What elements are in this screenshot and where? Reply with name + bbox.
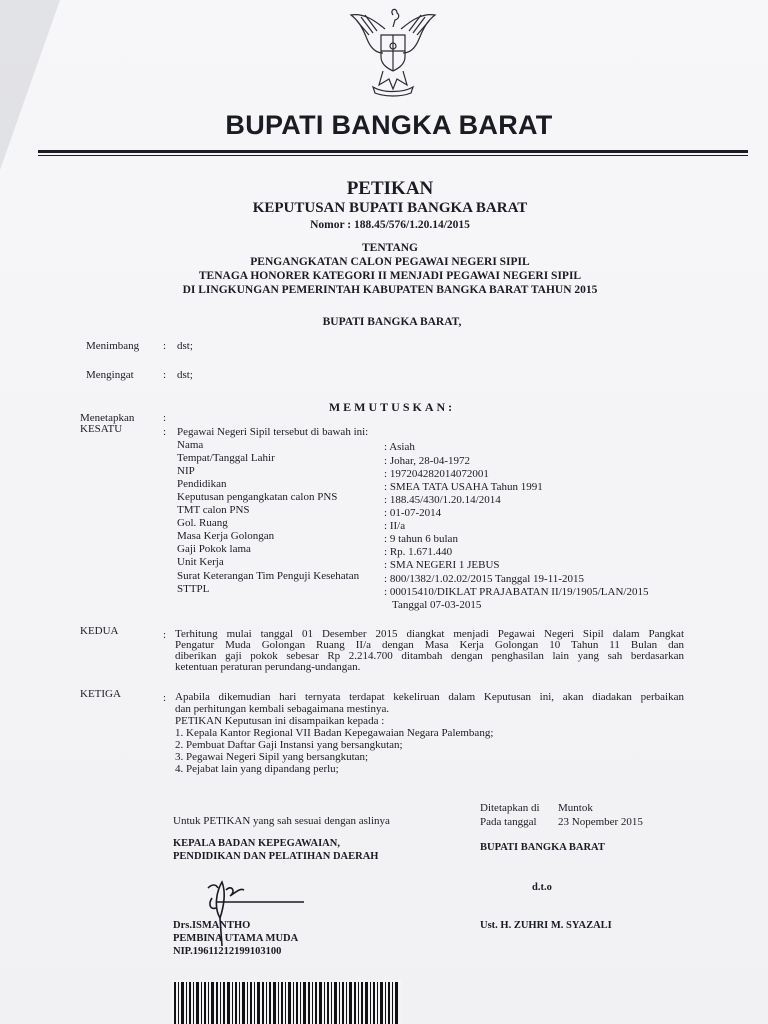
- ketiga-line: dan perhitungan kembali sebagaimana mestinya.: [175, 703, 390, 715]
- recipient-item: 2. Pembuat Daftar Gaji Instansi yang bersangkutan;: [175, 739, 403, 751]
- field-value-continued: Tanggal 07-03-2015: [392, 599, 482, 611]
- left-signatory-name: Drs.ISMANTHO: [173, 920, 251, 931]
- colon: :: [163, 629, 167, 641]
- kedua-label: KEDUA: [80, 625, 119, 637]
- ketiga-label: KETIGA: [80, 688, 121, 700]
- petikan-title: PETIKAN: [346, 178, 434, 199]
- tentang-line: TENAGA HONORER KATEGORI II MENJADI PEGAWAI NEGERI SIPIL: [198, 270, 582, 282]
- field-label: STTPL: [177, 583, 210, 595]
- field-value: : 01-07-2014: [384, 507, 442, 519]
- colon: :: [163, 340, 167, 352]
- recipient-item: 4. Pejabat lain yang dipandang perlu;: [175, 763, 339, 775]
- ditetapkan-value: Muntok: [558, 802, 593, 814]
- tentang-line: DI LINGKUNGAN PEMERINTAH KABUPATEN BANGKA BARAT TAHUN 2015: [182, 284, 598, 296]
- recipient-item: 1. Kepala Kantor Regional VII Badan Kepegawaian Negara Palembang;: [175, 727, 494, 739]
- field-label: Gaji Pokok lama: [177, 543, 251, 555]
- bupati-heading: BUPATI BANGKA BARAT,: [322, 316, 462, 328]
- tentang-line: PENGANGKATAN CALON PEGAWAI NEGERI SIPIL: [250, 256, 530, 268]
- field-value: : Johar, 28-04-1972: [384, 455, 471, 467]
- keputusan-title: KEPUTUSAN BUPATI BANGKA BARAT: [252, 200, 528, 216]
- field-label: Masa Kerja Golongan: [177, 530, 275, 542]
- field-value: : 197204282014072001: [384, 468, 489, 480]
- field-label: Unit Kerja: [177, 556, 224, 568]
- decree-number: Nomor : 188.45/576/1.20.14/2015: [310, 219, 470, 231]
- tanggal-label: Pada tanggal: [480, 816, 537, 828]
- field-label: Nama: [177, 439, 204, 451]
- field-value: : Rp. 1.671.440: [384, 546, 453, 558]
- left-signatory-title: KEPALA BADAN KEPEGAWAIAN,: [173, 838, 340, 849]
- garuda-pancasila-emblem-icon: [345, 5, 441, 97]
- dto-note: d.t.o: [532, 882, 552, 893]
- memutuskan-heading: MEMUTUSKAN:: [328, 400, 456, 414]
- kesatu-label: KESATU: [80, 423, 123, 435]
- petikan-note: Untuk PETIKAN yang sah sesuai dengan aslinya: [173, 815, 390, 827]
- field-value: : Asiah: [384, 441, 415, 453]
- field-value: : 9 tahun 6 bulan: [384, 533, 458, 545]
- menimbang-text: dst;: [177, 340, 193, 352]
- field-value: : SMEA TATA USAHA Tahun 1991: [384, 481, 543, 493]
- field-value: : SMA NEGERI 1 JEBUS: [384, 559, 500, 571]
- left-signatory-rank: PEMBINA UTAMA MUDA: [173, 933, 299, 944]
- mengingat-text: dst;: [177, 369, 193, 381]
- page-fold-shadow: [0, 0, 60, 170]
- header-rule-thin: [38, 155, 748, 156]
- barcode-icon: [172, 980, 402, 1024]
- field-value: : 00015410/DIKLAT PRAJABATAN II/19/1905/LAN/2015: [384, 586, 649, 598]
- right-signatory-name: Ust. H. ZUHRI M. SYAZALI: [480, 920, 612, 931]
- left-signatory-nip: NIP.19611212199103100: [173, 946, 282, 957]
- field-label: Gol. Ruang: [177, 517, 228, 529]
- tentang-heading: TENTANG: [361, 242, 419, 254]
- recipient-item: 3. Pegawai Negeri Sipil yang bersangkutan;: [175, 751, 369, 763]
- field-label: NIP: [177, 465, 195, 477]
- ketiga-line: PETIKAN Keputusan ini disampaikan kepada :: [175, 715, 385, 727]
- kedua-line: diberikan gaji pokok sebesar Rp 2.214.700 ditambah dengan penghasilan lain yang sah berdasarkan: [175, 650, 684, 662]
- ketiga-paragraph: [175, 692, 684, 776]
- ketiga-line: Apabila dikemudian hari ternyata terdapat kekeliruan dalam Keputusan ini, akan diadakan perbaikan: [175, 691, 684, 703]
- kesatu-intro: Pegawai Negeri Sipil tersebut di bawah ini:: [177, 426, 369, 438]
- kedua-line: Terhitung mulai tanggal 01 Desember 2015 diangkat menjadi Pegawai Negeri Sipil dalam Pangkat: [175, 628, 684, 640]
- colon: :: [163, 412, 167, 424]
- menetapkan-label: Menetapkan: [80, 412, 135, 424]
- kedua-line: ketentuan peraturan perundang-undangan.: [175, 661, 361, 673]
- colon: :: [163, 426, 167, 438]
- field-label: Tempat/Tanggal Lahir: [177, 452, 275, 464]
- tanggal-value: 23 Nopember 2015: [558, 816, 643, 828]
- field-label: Keputusan pengangkatan calon PNS: [177, 491, 338, 503]
- kedua-line: Pengatur Muda Golongan Ruang II/a dengan Masa Kerja Golongan 10 Tahun 11 Bulan dan: [175, 639, 684, 651]
- field-value: : 188.45/430/1.20.14/2014: [384, 494, 501, 506]
- field-value: : II/a: [384, 520, 406, 532]
- menimbang-label: Menimbang: [86, 340, 140, 352]
- right-signatory-title: BUPATI BANGKA BARAT: [480, 842, 605, 853]
- colon: :: [163, 369, 167, 381]
- field-label: Pendidikan: [177, 478, 227, 490]
- field-label: TMT calon PNS: [177, 504, 250, 516]
- field-value: : 800/1382/1.02.02/2015 Tanggal 19-11-2015: [384, 573, 584, 585]
- header-rule-thick: [38, 150, 748, 153]
- field-label: Surat Keterangan Tim Penguji Kesehatan: [177, 570, 360, 582]
- ditetapkan-label: Ditetapkan di: [480, 802, 540, 814]
- kedua-paragraph: [175, 629, 684, 673]
- mengingat-label: Mengingat: [86, 369, 134, 381]
- left-signatory-title: PENDIDIKAN DAN PELATIHAN DAERAH: [173, 851, 379, 862]
- document-header-title: BUPATI BANGKA BARAT: [225, 110, 553, 140]
- colon: :: [163, 692, 167, 704]
